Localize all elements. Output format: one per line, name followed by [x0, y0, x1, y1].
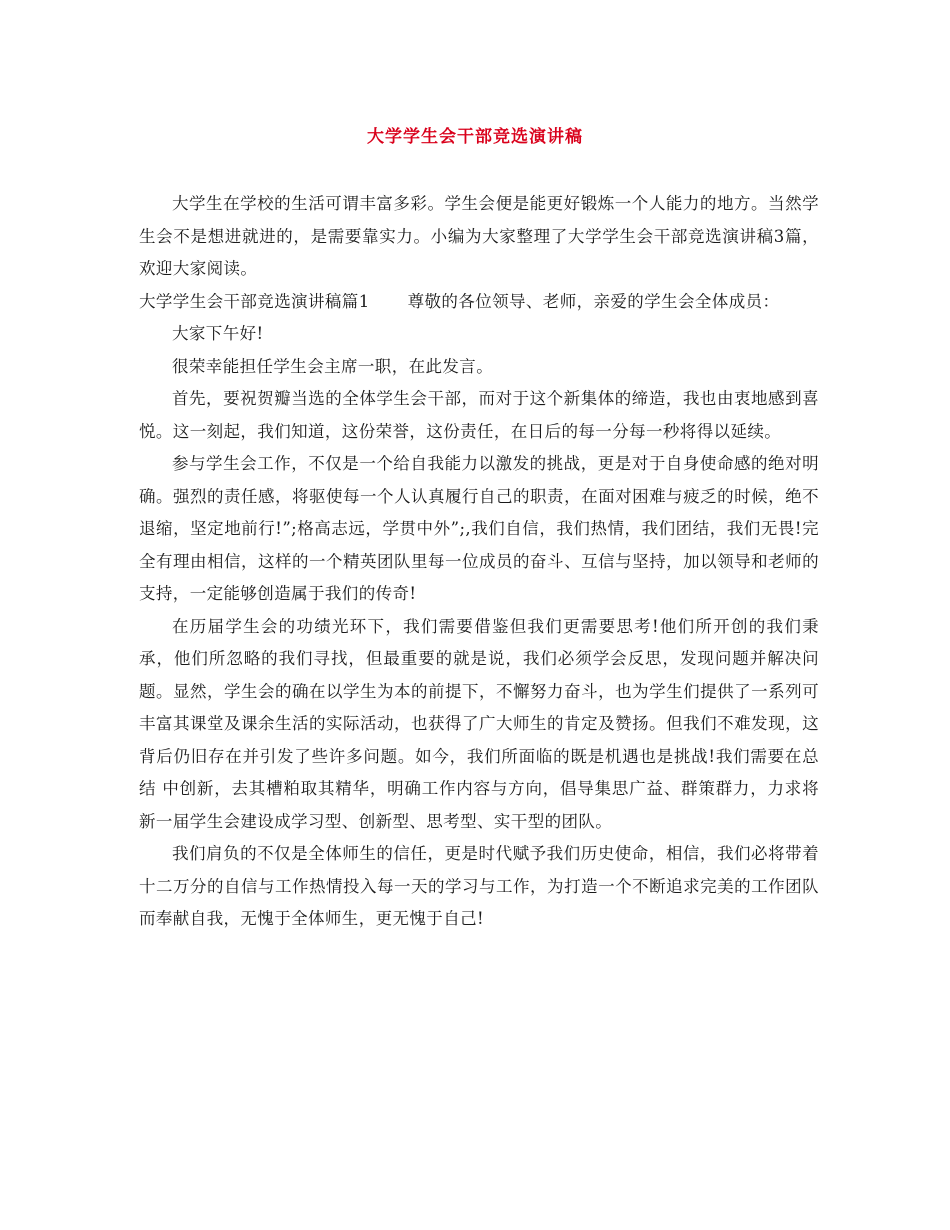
document-body [139, 188, 819, 936]
commitment-paragraph: 我们肩负的不仅是全体师生的信任，更是时代赋予我们历史使命，相信，我们必将带着十二万分的自信与工作热情投入每一天的学习与工作，为打造一个不断追求完美的工作团队而奉献自我，无愧于全体师生，更无愧于自己! [139, 844, 819, 928]
greeting-paragraph: 大家下午好! [172, 324, 264, 343]
responsibility-paragraph: 参与学生会工作，不仅是一个给自我能力以激发的挑战，更是对于自身使命感的绝对明确。强烈的责任感，将驱使每一个人认真履行自己的职责，在面对困难与疲乏的时候，绝不退缩，坚定地前行!”;格高志远，学贯中外”;,我们自信，我们热情，我们团结，我们无畏!完全有理由相信，这样的一个精英团队里每一位成员的奋斗、互信与坚持，加以领导和老师的支持，一定能够创造属于我们的传奇! [139, 454, 819, 603]
salutation: 尊敬的各位领导、老师，亲爱的学生会全体成员： [407, 291, 780, 311]
section-heading-line [139, 286, 819, 319]
intro-paragraph: 大学生在学校的生活可谓丰富多彩。学生会便是能更好锻炼一个人能力的地方。当然学生会不是想进就进的，是需要靠实力。小编为大家整理了大学学生会干部竞选演讲稿3篇，欢迎大家阅读。 [139, 194, 819, 278]
section-heading: 大学学生会干部竞选演讲稿篇1 [139, 291, 370, 311]
reflection-paragraph: 在历届学生会的功绩光环下，我们需要借鉴但我们更需要思考!他们所开创的我们秉承，他们所忽略的我们寻找，但最重要的就是说，我们必须学会反思，发现问题并解决问题。显然，学生会的确在以学生为本的前提下，不懈努力奋斗，也为学生们提供了一系列可丰富其课堂及课余生活的实际活动，也获得了广大师生的肯定及赞扬。但我们不难发现，这背后仍旧存在并引发了些许多问题。如今，我们所面临的既是机遇也是挑战!我们需要在总结 中创新，去其槽粕取其精华，明确工作内容与方向，倡导集思广益、群策群力，力求将新一届学生会建设成学习型、创新型、思考型、实干型的团队。 [139, 616, 819, 831]
congratulation-paragraph: 首先，要祝贺瓣当选的全体学生会干部，而对于这个新集体的缔造，我也由衷地感到喜悦。这一刻起，我们知道，这份荣誉，这份责任，在日后的每一分每一秒将得以延续。 [139, 389, 819, 441]
document-title: 大学学生会干部竞选演讲稿 [367, 127, 583, 147]
honor-paragraph: 很荣幸能担任学生会主席一职，在此发言。 [172, 356, 494, 376]
